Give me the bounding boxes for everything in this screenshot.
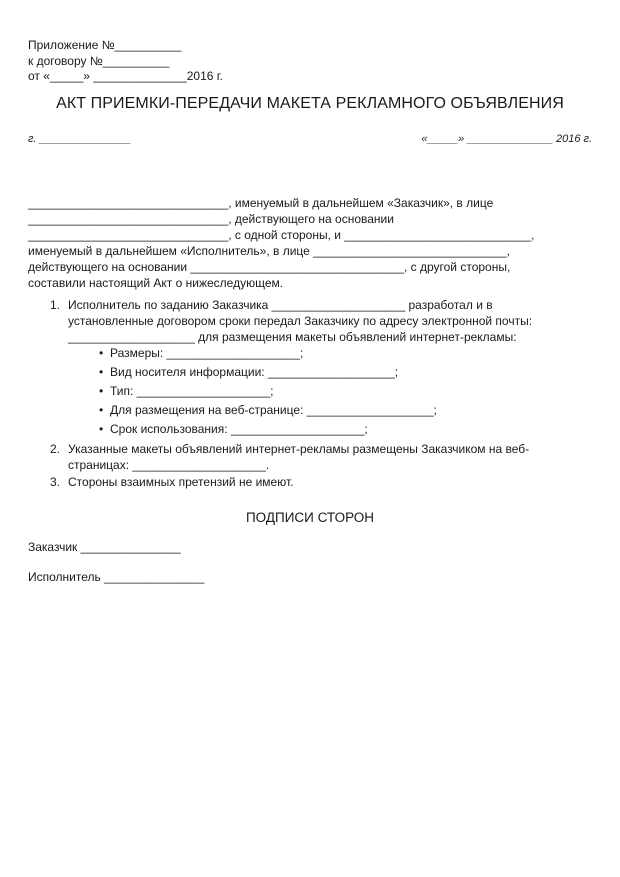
bullet-icon: • [99,422,104,436]
item-number: 3. [50,475,61,489]
date-field: «_____» ______________ 2016 г. [421,133,592,145]
preamble-line: именуемый в дальнейшем «Исполнитель», в лице _____________________________, [28,244,511,258]
customer-signature: Заказчик _______________ [28,540,181,554]
bullet-icon: • [99,346,104,360]
contract-date: от «_____» ______________2016 г. [28,69,223,83]
bullet-icon: • [99,384,104,398]
preamble-line: действующего на основании ________________________________, с другой стороны, [28,260,511,274]
item-2-line: страницах: ____________________. [68,458,270,472]
preamble-line: ______________________________, с одной стороны, и ____________________________, [28,228,535,242]
item-2-line: Указанные макеты объявлений интернет-рекламы размещены Заказчиком на веб- [68,442,530,456]
item-1-line: ___________________ для размещения макеты объявлений интернет-рекламы: [68,330,517,344]
bullet-icon: • [99,403,104,417]
item-number: 1. [50,298,61,312]
signatures-title: ПОДПИСИ СТОРОН [245,510,375,525]
bullet-item-sizes: Размеры: ____________________; [110,346,304,360]
preamble-line: ______________________________, именуемый в дальнейшем «Заказчик», в лице [28,196,494,210]
item-3-text: Стороны взаимных претензий не имеют. [68,475,294,489]
contract-number: к договору №__________ [28,54,170,68]
contractor-signature: Исполнитель _______________ [28,570,205,584]
place-field: г. _______________ [28,133,132,145]
preamble-line: составили настоящий Акт о нижеследующем. [28,276,284,290]
bullet-item-webpage: Для размещения на веб-странице: ___________________; [110,403,437,417]
item-number: 2. [50,442,61,456]
document-title: АКТ ПРИЕМКИ-ПЕРЕДАЧИ МАКЕТА РЕКЛАМНОГО ОБЪЯВЛЕНИЯ [56,95,564,112]
bullet-item-term: Срок использования: ____________________; [110,422,368,436]
item-1-line: установленные договором сроки передал Заказчику по адресу электронной почты: [68,314,533,328]
appendix-number: Приложение №__________ [28,38,182,52]
item-1-line: Исполнитель по заданию Заказчика ____________________ разработал и в [68,298,493,312]
bullet-item-type: Тип: ____________________; [110,384,274,398]
preamble-line: ______________________________, действующего на основании [28,212,394,226]
bullet-icon: • [99,365,104,379]
bullet-item-media: Вид носителя информации: ___________________; [110,365,399,379]
